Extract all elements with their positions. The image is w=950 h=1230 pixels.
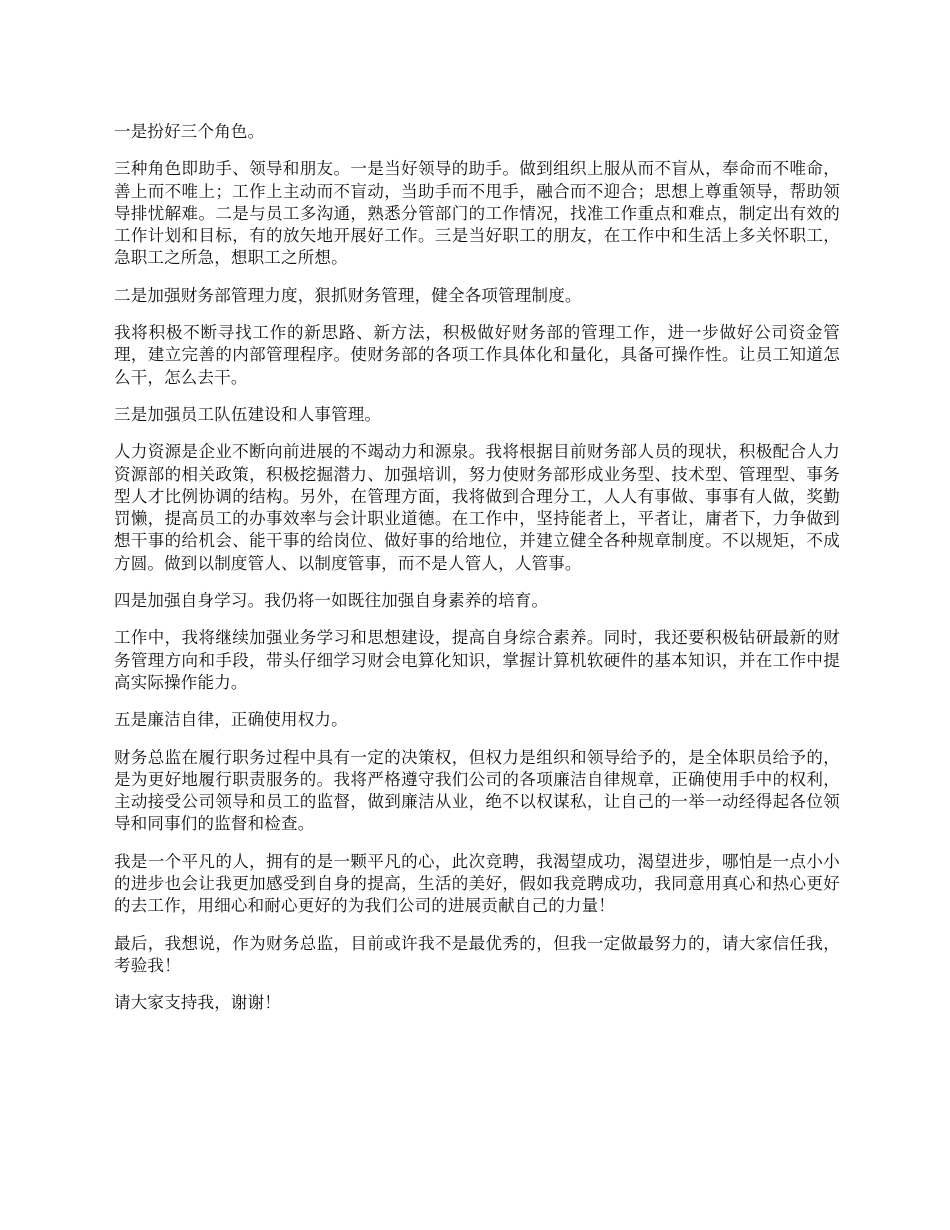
- paragraph-roles: 三种角色即助手、领导和朋友。一是当好领导的助手。做到组织上服从而不盲从，奉命而不唯命，善上而不唯上；工作上主动而不盲动，当助手而不甩手，融合而不迎合；思想上尊重领导，帮助领导排忧解难。二是与员工多沟通，熟悉分管部门的工作情况，找准工作重点和难点，制定出有效的工作计划和目标，有的放矢地开展好工作。三是当好职工的朋友，在工作中和生活上多关怀职工，急职工之所急，想职工之所想。: [114, 159, 840, 268]
- section-heading-5: 五是廉洁自律，正确使用权力。: [114, 710, 348, 730]
- paragraph-self-study: 工作中，我将继续加强业务学习和思想建设，提高自身综合素养。同时，我还要积极钻研最新的财务管理方向和手段，带头仔细学习财会电算化知识，掌握计算机软硬件的基本知识，并在工作中提高实际操作能力。: [114, 628, 840, 692]
- section-heading-2: 二是加强财务部管理力度，狠抓财务管理，健全各项管理制度。: [114, 285, 582, 305]
- paragraph-human-resources: 人力资源是企业不断向前进展的不竭动力和源泉。我将根据目前财务部人员的现状，积极配合人力资源部的相关政策，积极挖掘潜力、加强培训，努力使财务部形成业务型、技术型、管理型、事务型人才比例协调的结构。另外，在管理方面，我将做到合理分工，人人有事做、事事有人做，奖勤罚懒，提高员工的办事效率与会计职业道德。在工作中，坚持能者上，平者让，庸者下，力争做到想干事的给机会、能干事的给岗位、做好事的给地位，并建立健全各种规章制度。不以规矩，不成方圆。做到以制度管人、以制度管事，而不是人管人，人管事。: [114, 442, 840, 573]
- document-body: [114, 121, 840, 1030]
- paragraph-integrity: 财务总监在履行职务过程中具有一定的决策权，但权力是组织和领导给予的，是全体职员给予的，是为更好地履行职责服务的。我将严格遵守我们公司的各项廉洁自律规章，正确使用手中的权利，主动接受公司领导和员工的监督，做到廉洁从业，绝不以权谋私，让自己的一举一动经得起各位领导和同事们的监督和检查。: [114, 747, 840, 834]
- section-heading-1: 一是扮好三个角色。: [114, 122, 265, 141]
- paragraph-closing: 最后，我想说，作为财务总监，目前或许我不是最优秀的，但我一定做最努力的，请大家信任我，考验我！: [114, 933, 840, 975]
- section-heading-4: 四是加强自身学习。我仍将一如既往加强自身素养的培育。: [114, 591, 549, 611]
- section-heading-3: 三是加强员工队伍建设和人事管理。: [114, 404, 382, 424]
- paragraph-finance-management: 我将积极不断寻找工作的新思路、新方法，积极做好财务部的管理工作，进一步做好公司资金管理，建立完善的内部管理程序。使财务部的各项工作具体化和量化，具备可操作性。让员工知道怎么干，怎么去干。: [114, 323, 840, 387]
- paragraph-thanks: 请大家支持我，谢谢！: [114, 993, 281, 1013]
- paragraph-personal-statement: 我是一个平凡的人，拥有的是一颗平凡的心，此次竞聘，我渴望成功，渴望进步，哪怕是一点小小的进步也会让我更加感受到自身的提高，生活的美好，假如我竞聘成功，我同意用真心和热心更好的去工作，用细心和耐心更好的为我们公司的进展贡献自己的力量！: [114, 851, 840, 916]
